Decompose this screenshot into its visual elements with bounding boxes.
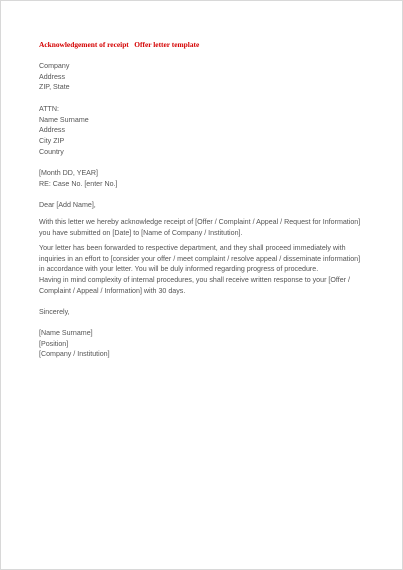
sender-block xyxy=(39,61,369,93)
signature-block xyxy=(39,328,369,360)
greeting: Dear [Add Name], xyxy=(39,201,96,209)
recipient-country: Country xyxy=(39,147,64,156)
signature-name: [Name Surname] xyxy=(39,329,93,337)
sender-company: Company xyxy=(39,62,70,70)
paragraph-acknowledgement: With this letter we hereby acknowledge receipt of [Offer / Complaint / Appeal / Request for Information] you have submitted on [Date] to [Name of Company / Institution]. xyxy=(39,218,361,237)
recipient-block xyxy=(39,104,369,158)
letter-title: Acknowledgement of receipt Offer letter template xyxy=(39,40,200,49)
closing: Sincerely, xyxy=(39,308,70,316)
letter-date: [Month DD, YEAR] xyxy=(39,169,99,177)
paragraph-forwarded xyxy=(39,243,364,297)
paragraph-response-text: Having in mind complexity of internal procedures, you shall receive written response to your [Offer / Complaint / Appeal / Information] with 30 days. xyxy=(39,276,350,295)
paragraph-forwarded-text: Your letter has been forwarded to respective department, and they shall proceed immediately with inquiries in an effort to [consider your offer / meet complaint / resolve appeal / disseminate information] in accordance with your letter. You will be duly informed regarding progress of procedure. xyxy=(39,244,361,274)
recipient-name: Name Surname xyxy=(39,115,89,124)
signature-company: [Company / Institution] xyxy=(39,350,110,359)
sender-address: Address xyxy=(39,72,66,81)
case-reference: RE: Case No. [enter No.] xyxy=(39,179,118,188)
reference-block xyxy=(39,168,369,189)
signature-position: [Position] xyxy=(39,339,69,348)
sender-zip-state: ZIP, State xyxy=(39,83,70,92)
recipient-attn: ATTN: xyxy=(39,105,59,113)
recipient-address: Address xyxy=(39,126,66,135)
recipient-city-zip: City ZIP xyxy=(39,137,65,146)
